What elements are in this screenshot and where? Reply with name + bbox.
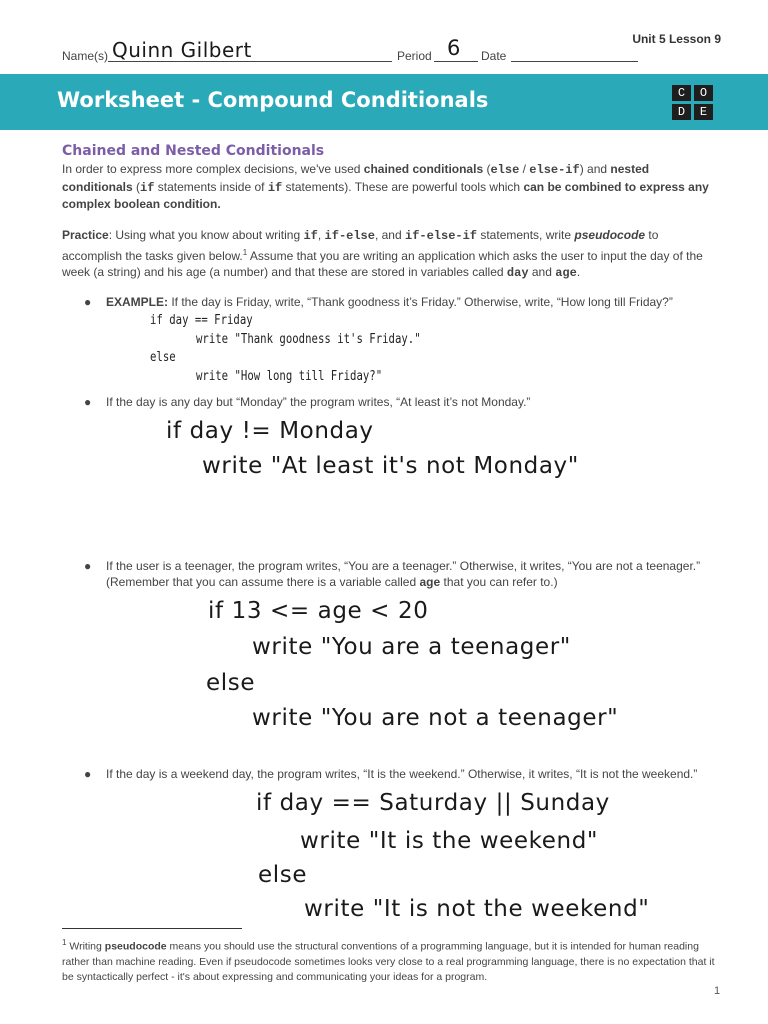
task-2-answer-line[interactable]: else (206, 670, 256, 696)
example-answer-line: if day == Friday (150, 313, 253, 328)
footnote-divider (62, 928, 242, 929)
task-1-answer-line[interactable]: if day != Monday (166, 418, 374, 444)
title-banner (0, 74, 768, 130)
example-answer-line: write "Thank goodness it's Friday." (196, 332, 421, 347)
logo-letter-d: D (672, 104, 691, 120)
period-field-underline (434, 61, 478, 62)
worksheet-title: Worksheet - Compound Conditionals (57, 88, 489, 112)
task-3-prompt: If the day is a weekend day, the program writes, “It is the weekend.” Otherwise, it writes, “It is not the weekend.” (106, 767, 698, 781)
section-title: Chained and Nested Conditionals (62, 143, 325, 159)
bullet-dot: ● (84, 395, 92, 409)
period-handwritten[interactable]: 6 (447, 36, 461, 60)
task-3-answer-line[interactable]: else (258, 862, 308, 888)
bullet-dot: ● (84, 559, 92, 573)
task-3-answer-line[interactable]: write "It is the weekend" (300, 828, 599, 854)
date-label: Date (481, 49, 507, 63)
unit-lesson-label: Unit 5 Lesson 9 (632, 32, 721, 46)
example-answer-line: else (150, 350, 176, 365)
bullet-dot: ● (84, 295, 92, 309)
task-2-answer-line[interactable]: write "You are not a teenager" (252, 705, 619, 731)
bullet-dot: ● (84, 767, 92, 781)
logo-letter-c: C (672, 85, 691, 101)
task-3-answer-line[interactable]: if day == Saturday || Sunday (256, 790, 610, 816)
practice-paragraph: Practice: Using what you know about writing if, if-else, and if-else-if statements, write pseudocode to accomplish the tasks given below.$^1$ Assume that you are writing an application which asks the user to input the day of the week (a string) and his age (a number) and that these are stored in variables called day and age. (62, 228, 703, 280)
date-field-underline[interactable] (511, 61, 638, 62)
example-answer-line: write "How long till Friday?" (196, 369, 383, 384)
task-example-prompt: EXAMPLE: If the day is Friday, write, “Thank goodness it’s Friday.” Otherwise, write, “How long till Friday?” (106, 295, 673, 309)
code-org-logo (668, 81, 716, 123)
task-2-prompt: If the user is a teenager, the program writes, “You are a teenager.” Otherwise, it writes, “You are not a teenager.” (Remember that you can assume there is a variable called age that you can refer to.) (106, 559, 701, 589)
footnote: $^1$ Writing pseudocode means you should use the structural conventions of a programming language, but it is intended for human reading rather than machine reading. Even if pseudocode sometimes looks very close to a real programming language, there is no expectation that it be syntactically perfect - it's about expressing and communicating your ideas for a program. (62, 938, 715, 983)
task-2-answer-line[interactable]: if 13 <= age < 20 (208, 598, 429, 624)
task-3-answer-line[interactable]: write "It is not the weekend" (304, 896, 650, 922)
logo-letter-o: O (694, 85, 713, 101)
name-label: Name(s) (62, 49, 109, 63)
task-1-answer-line[interactable]: write "At least it's not Monday" (202, 453, 579, 479)
page-number: 1 (714, 985, 721, 997)
task-2-answer-line[interactable]: write "You are a teenager" (252, 634, 571, 660)
task-1-prompt: If the day is any day but “Monday” the program writes, “At least it’s not Monday.” (106, 395, 531, 409)
name-handwritten[interactable]: Quinn Gilbert (112, 38, 252, 62)
name-period-date-line (62, 36, 662, 68)
logo-letter-e: E (694, 104, 713, 120)
intro-paragraph: In order to express more complex decisions, we've used chained conditionals (else / else-if) and nested conditionals (if statements inside of if statements). These are powerful tools which can be combined to express any complex boolean condition. (62, 162, 709, 211)
practice-label: Practice (62, 228, 109, 242)
period-label: Period (397, 49, 432, 63)
